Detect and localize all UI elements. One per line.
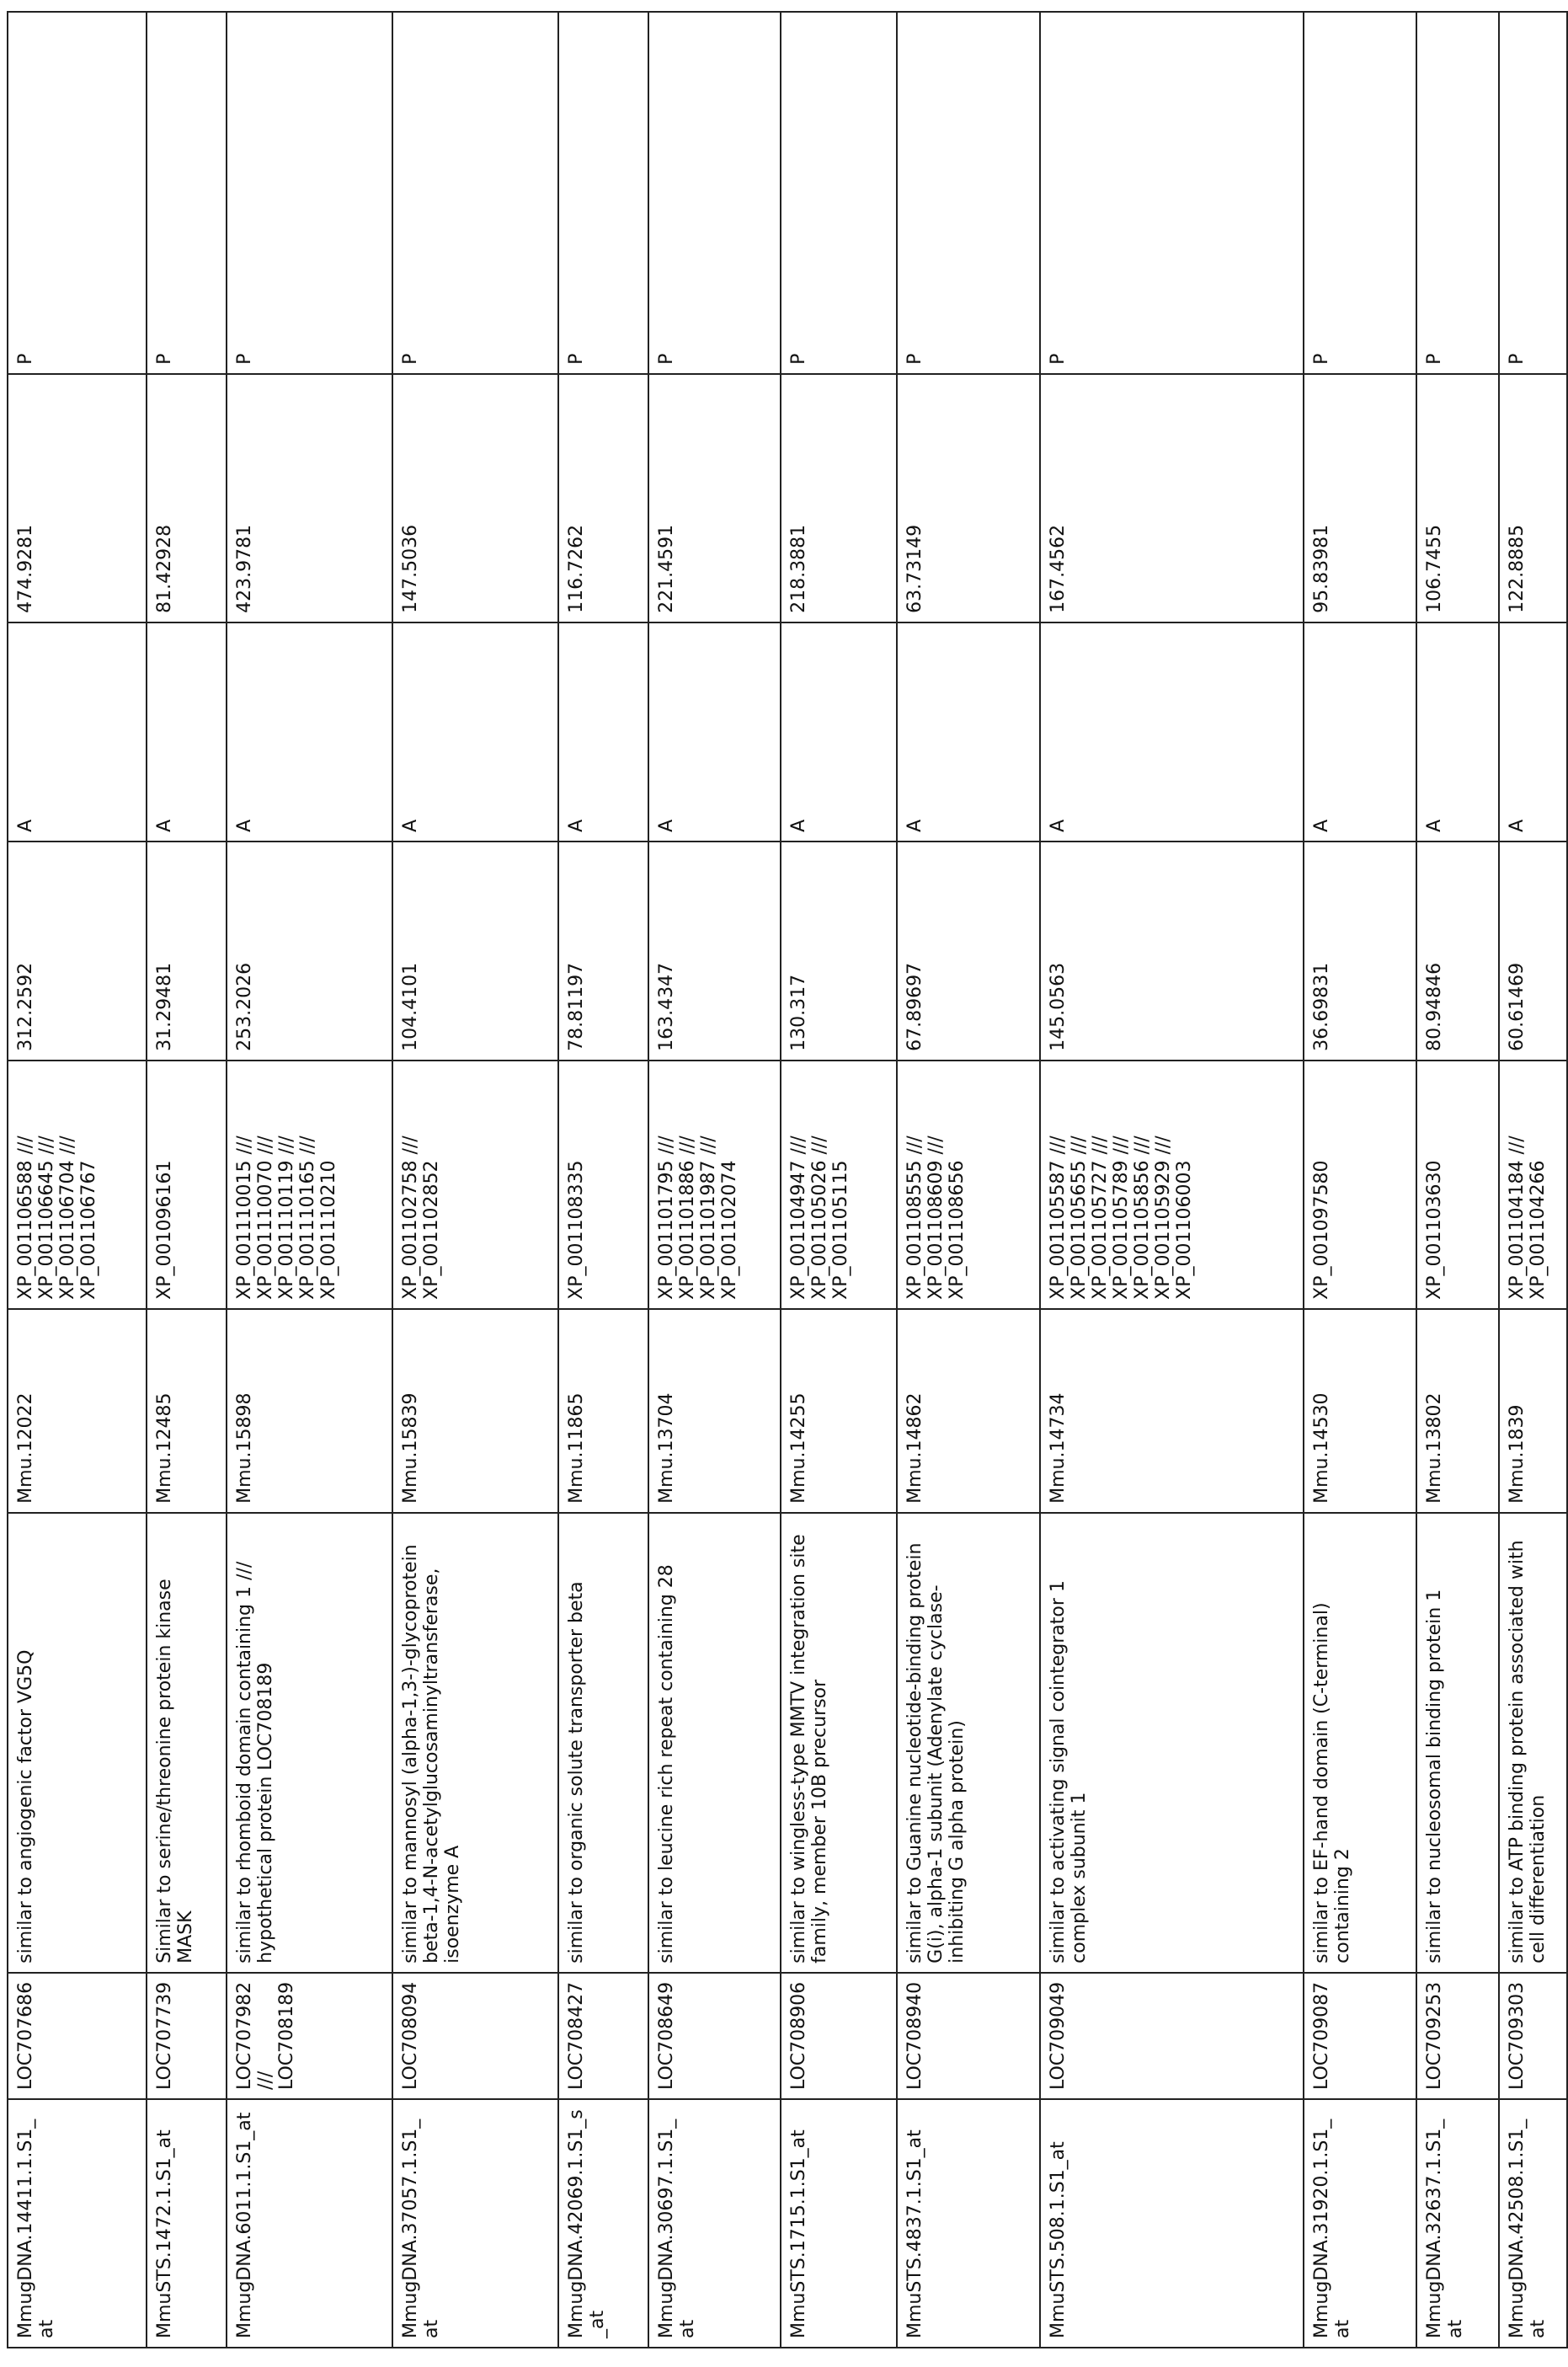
table-row bbox=[558, 12, 648, 2348]
call-1-cell: A bbox=[648, 622, 781, 842]
value-2-cell: 122.8885 bbox=[1499, 374, 1567, 622]
value-1-cell: 104.4101 bbox=[392, 842, 558, 1061]
call-2-cell: P bbox=[1040, 12, 1304, 374]
call-2-cell: P bbox=[8, 12, 147, 374]
accession-cell: XP_001108555 /// XP_001108609 /// XP_001108656 bbox=[897, 1061, 1040, 1309]
locus-cell: LOC708649 bbox=[648, 1973, 781, 2099]
value-2-cell: 423.9781 bbox=[227, 374, 392, 622]
call-2-cell: P bbox=[147, 12, 227, 374]
description-cell: similar to activating signal cointegrator 1 complex subunit 1 bbox=[1040, 1513, 1304, 1973]
call-1-cell: A bbox=[1040, 622, 1304, 842]
probe-id-cell: MmuSTS.4837.1.S1_at bbox=[897, 2099, 1040, 2348]
table-row bbox=[1416, 12, 1499, 2348]
accession-cell: XP_001097580 bbox=[1304, 1061, 1416, 1309]
unigene-cell: Mmu.14862 bbox=[897, 1309, 1040, 1513]
locus-cell: LOC709253 bbox=[1416, 1973, 1499, 2099]
description-cell: similar to rhomboid domain containing 1 /// hypothetical protein LOC708189 bbox=[227, 1513, 392, 1973]
accession-cell: XP_001103630 bbox=[1416, 1061, 1499, 1309]
probe-id-cell: MmugDNA.30697.1.S1_at bbox=[648, 2099, 781, 2348]
description-cell: similar to angiogenic factor VG5Q bbox=[8, 1513, 147, 1973]
probe-id-cell: MmugDNA.6011.1.S1_at bbox=[227, 2099, 392, 2348]
value-1-cell: 78.81197 bbox=[558, 842, 648, 1061]
accession-cell: XP_001096161 bbox=[147, 1061, 227, 1309]
unigene-cell: Mmu.11865 bbox=[558, 1309, 648, 1513]
accession-cell: XP_001104947 /// XP_001105026 /// XP_001105115 bbox=[781, 1061, 897, 1309]
call-2-cell: P bbox=[1416, 12, 1499, 374]
locus-cell: LOC707739 bbox=[147, 1973, 227, 2099]
value-2-cell: 474.9281 bbox=[8, 374, 147, 622]
description-cell: Similar to serine/threonine protein kinase MASK bbox=[147, 1513, 227, 1973]
unigene-cell: Mmu.13704 bbox=[648, 1309, 781, 1513]
unigene-cell: Mmu.12022 bbox=[8, 1309, 147, 1513]
accession-cell: XP_001110015 /// XP_001110070 /// XP_001110119 /// XP_001110165 /// XP_001110210 bbox=[227, 1061, 392, 1309]
description-cell: similar to organic solute transporter beta bbox=[558, 1513, 648, 1973]
call-2-cell: P bbox=[897, 12, 1040, 374]
call-1-cell: A bbox=[392, 622, 558, 842]
accession-cell: XP_001104184 /// XP_001104266 bbox=[1499, 1061, 1567, 1309]
value-2-cell: 116.7262 bbox=[558, 374, 648, 622]
locus-cell: LOC708940 bbox=[897, 1973, 1040, 2099]
table-row bbox=[227, 12, 392, 2348]
accession-cell: XP_001105587 /// XP_001105655 /// XP_001105727 /// XP_001105789 /// XP_001105856 /// XP_001105929 /// XP_001106003 bbox=[1040, 1061, 1304, 1309]
description-cell: similar to wingless-type MMTV integration site family, member 10B precursor bbox=[781, 1513, 897, 1973]
unigene-cell: Mmu.1839 bbox=[1499, 1309, 1567, 1513]
call-2-cell: P bbox=[648, 12, 781, 374]
call-1-cell: A bbox=[897, 622, 1040, 842]
table-row bbox=[781, 12, 897, 2348]
table-row bbox=[8, 12, 147, 2348]
unigene-cell: Mmu.14530 bbox=[1304, 1309, 1416, 1513]
description-cell: similar to EF-hand domain (C-terminal) containing 2 bbox=[1304, 1513, 1416, 1973]
locus-cell: LOC708906 bbox=[781, 1973, 897, 2099]
description-cell: similar to leucine rich repeat containing 28 bbox=[648, 1513, 781, 1973]
value-1-cell: 31.29481 bbox=[147, 842, 227, 1061]
description-cell: similar to mannosyl (alpha-1,3-)-glycoprotein beta-1,4-N-acetylglucosaminyltransferase, isoenzyme A bbox=[392, 1513, 558, 1973]
value-2-cell: 218.3881 bbox=[781, 374, 897, 622]
value-2-cell: 147.5036 bbox=[392, 374, 558, 622]
probe-id-cell: MmuSTS.1715.1.S1_at bbox=[781, 2099, 897, 2348]
call-2-cell: P bbox=[227, 12, 392, 374]
call-1-cell: A bbox=[1499, 622, 1567, 842]
value-1-cell: 67.89697 bbox=[897, 842, 1040, 1061]
call-2-cell: P bbox=[392, 12, 558, 374]
value-1-cell: 145.0563 bbox=[1040, 842, 1304, 1061]
call-1-cell: A bbox=[1416, 622, 1499, 842]
unigene-cell: Mmu.12485 bbox=[147, 1309, 227, 1513]
accession-cell: XP_001102758 /// XP_001102852 bbox=[392, 1061, 558, 1309]
call-2-cell: P bbox=[781, 12, 897, 374]
table-row bbox=[1499, 12, 1567, 2348]
probe-id-cell: MmuSTS.508.1.S1_at bbox=[1040, 2099, 1304, 2348]
table-row bbox=[1040, 12, 1304, 2348]
probe-id-cell: MmugDNA.37057.1.S1_at bbox=[392, 2099, 558, 2348]
table-row bbox=[147, 12, 227, 2348]
call-1-cell: A bbox=[8, 622, 147, 842]
probe-id-cell: MmugDNA.42508.1.S1_at bbox=[1499, 2099, 1567, 2348]
value-1-cell: 80.94846 bbox=[1416, 842, 1499, 1061]
table-row bbox=[897, 12, 1040, 2348]
value-2-cell: 221.4591 bbox=[648, 374, 781, 622]
table-row bbox=[648, 12, 781, 2348]
description-cell: similar to Guanine nucleotide-binding protein G(i), alpha-1 subunit (Adenylate cyclase-inhibiting G alpha protein) bbox=[897, 1513, 1040, 1973]
value-2-cell: 95.83981 bbox=[1304, 374, 1416, 622]
accession-cell: XP_001106588 /// XP_001106645 /// XP_001106704 /// XP_001106767 bbox=[8, 1061, 147, 1309]
value-1-cell: 60.61469 bbox=[1499, 842, 1567, 1061]
call-2-cell: P bbox=[558, 12, 648, 374]
unigene-cell: Mmu.14255 bbox=[781, 1309, 897, 1513]
probe-id-cell: MmuSTS.1472.1.S1_at bbox=[147, 2099, 227, 2348]
value-2-cell: 63.73149 bbox=[897, 374, 1040, 622]
value-2-cell: 167.4562 bbox=[1040, 374, 1304, 622]
table-row bbox=[1304, 12, 1416, 2348]
locus-cell: LOC707686 bbox=[8, 1973, 147, 2099]
probe-id-cell: MmugDNA.14411.1.S1_at bbox=[8, 2099, 147, 2348]
call-1-cell: A bbox=[781, 622, 897, 842]
call-1-cell: A bbox=[227, 622, 392, 842]
value-1-cell: 130.317 bbox=[781, 842, 897, 1061]
gene-expression-table bbox=[7, 11, 1568, 2348]
unigene-cell: Mmu.14734 bbox=[1040, 1309, 1304, 1513]
call-1-cell: A bbox=[147, 622, 227, 842]
probe-id-cell: MmugDNA.32637.1.S1_at bbox=[1416, 2099, 1499, 2348]
call-2-cell: P bbox=[1499, 12, 1567, 374]
value-1-cell: 312.2592 bbox=[8, 842, 147, 1061]
value-1-cell: 253.2026 bbox=[227, 842, 392, 1061]
description-cell: similar to nucleosomal binding protein 1 bbox=[1416, 1513, 1499, 1973]
call-1-cell: A bbox=[1304, 622, 1416, 842]
unigene-cell: Mmu.15839 bbox=[392, 1309, 558, 1513]
description-cell: similar to ATP binding protein associated with cell differentiation bbox=[1499, 1513, 1567, 1973]
value-2-cell: 81.42928 bbox=[147, 374, 227, 622]
locus-cell: LOC708094 bbox=[392, 1973, 558, 2099]
call-1-cell: A bbox=[558, 622, 648, 842]
locus-cell: LOC709303 bbox=[1499, 1973, 1567, 2099]
accession-cell: XP_001108335 bbox=[558, 1061, 648, 1309]
value-1-cell: 36.69831 bbox=[1304, 842, 1416, 1061]
call-2-cell: P bbox=[1304, 12, 1416, 374]
locus-cell: LOC708427 bbox=[558, 1973, 648, 2099]
probe-id-cell: MmugDNA.31920.1.S1_at bbox=[1304, 2099, 1416, 2348]
value-1-cell: 163.4347 bbox=[648, 842, 781, 1061]
locus-cell: LOC707982 /// LOC708189 bbox=[227, 1973, 392, 2099]
unigene-cell: Mmu.15898 bbox=[227, 1309, 392, 1513]
locus-cell: LOC709087 bbox=[1304, 1973, 1416, 2099]
locus-cell: LOC709049 bbox=[1040, 1973, 1304, 2099]
accession-cell: XP_001101795 /// XP_001101886 /// XP_001101987 /// XP_001102074 bbox=[648, 1061, 781, 1309]
unigene-cell: Mmu.13802 bbox=[1416, 1309, 1499, 1513]
rotated-page bbox=[0, 0, 1568, 2367]
table-row bbox=[392, 12, 558, 2348]
probe-id-cell: MmugDNA.42069.1.S1_s_at bbox=[558, 2099, 648, 2348]
value-2-cell: 106.7455 bbox=[1416, 374, 1499, 622]
